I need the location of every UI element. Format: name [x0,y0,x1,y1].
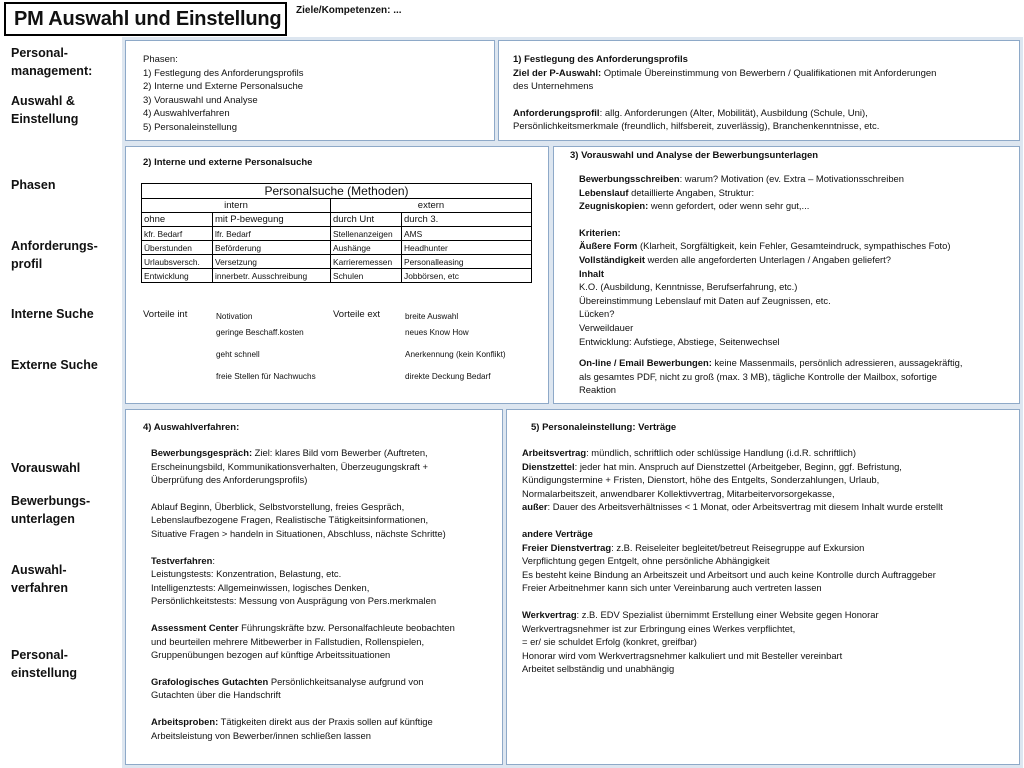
text-line: Reaktion [579,384,617,396]
text-line: Honorar wird vom Werkvertragsnehmer kalkuliert und mit Besteller vereinbart [522,649,843,661]
label-phasen: Phasen [11,178,56,192]
text-line: Ablauf Beginn, Überblick, Selbstvorstellung, freies Gespräch, [151,500,405,512]
vorteil-int: geringe Beschaff.kosten [216,328,304,337]
table-cell: Karrieremessen [331,255,402,269]
text-line: Gruppenübungen bezogen auf künftige Arbeitssituationen [151,649,391,661]
label-auswahlverfahren [11,561,68,597]
bold-label: Grafologisches Gutachten [151,675,269,687]
label-line: Einstellung [11,112,79,126]
vorteile-ext-label: Vorteile ext [333,309,380,320]
text-line: : z.B. Reiseleiter begleitet/betreut Reisegruppe auf Exkursion [611,541,865,553]
text-line: = er/ sie schuldet Erfolg (konkret, greifbar) [522,636,697,648]
text-line: detaillierte Angaben, Struktur: [628,186,755,198]
bold-label: Dienstzettel [522,460,575,472]
label-interne-suche: Interne Suche [11,307,94,321]
text-line: Ziel: klares Bild vom Bewerber (Auftreten, [252,447,428,458]
text-line: Verpflichtung gegen Entgelt, ohne persönliche Abhängigkeit [522,555,770,567]
bold-label: Werkvertrag [522,608,577,620]
table-cell: innerbetr. Ausschreibung [213,269,331,283]
table-cell: lfr. Bedarf [213,227,331,241]
bold-label: Bewerbungsschreiben [579,173,680,184]
bold-label: Inhalt [579,267,604,279]
ziel-text-2: des Unternehmens [513,81,594,93]
vorteil-ext: direkte Deckung Bedarf [405,372,491,381]
vorteil-ext: breite Auswahl [405,312,459,321]
auswahlverfahren-head: 4) Auswahlverfahren: [143,422,240,433]
table-cell: Überstunden [142,241,213,255]
label-line: einstellung [11,666,77,680]
text-line: Werkvertragsnehmer ist zur Erbringung eines Werkes verpflichtet, [522,622,796,634]
text-line: Erscheinungsbild, Kommunikationsverhalten, Überzeugungskraft + [151,460,428,472]
text-line: : jeder hat min. Anspruch auf Dienstzettel (Arbeitgeber, Beginn, ggf. Befristung, [574,460,902,472]
phasen-panel [125,40,495,141]
phasen-item: 2) Interne und Externe Personalsuche [143,81,304,93]
title-box [4,2,287,36]
text-line: Lebenslaufbezogene Fragen, Realistische Tätigkeitsinformationen, [151,514,429,526]
text-line: : mündlich, schriftlich oder schlüssige Handlung (i.d.R. schriftlich) [586,447,856,458]
text-line: Persönlichkeitstests: Messung von Ausprägung von Pers.merkmalen [151,595,437,607]
text-line: Normalarbeitszeit, anwendbarer Kollektivvertrag, Mitarbeitervorsorgekasse, [522,487,835,499]
text-line: Arbeitsleistung von Bewerber/innen schließen lassen [151,729,371,741]
bold-label: Bewerbungsgespräch: [151,447,253,458]
text-line: : [212,554,215,566]
ziel-label: Ziel der P-Auswahl: [513,67,602,79]
label-line: profil [11,257,43,271]
phasen-item: 4) Auswahlverfahren [143,108,230,120]
table-cell: Stellenanzeigen [331,227,402,241]
label-bewerbungsunterlagen [11,492,90,528]
suche-panel [125,146,549,404]
auswahlverfahren-text [151,446,455,742]
vorauswahl-panel [553,146,1020,404]
profil-text-2: Persönlichkeitsmerkmale (freundlich, hilfsbereit, zuverlässig), Branchenkenntnisse, etc. [513,121,880,133]
anforderung-head: 1) Festlegung des Anforderungsprofils [513,54,688,65]
label-line: Bewerbungs- [11,494,91,508]
kriterien-label: Kriterien: [579,226,621,238]
label-vorauswahl: Vorauswahl [11,461,81,475]
bold-label: On-line / Email Bewerbungen: [579,357,712,369]
table-cell: kfr. Bedarf [142,227,213,241]
text-line: Lücken? [579,308,615,320]
text-line: K.O. (Ausbildung, Kenntnisse, Berufserfahrung, etc.) [579,281,798,293]
bold-label: Lebenslauf [579,186,629,198]
text-line: Situative Fragen > handeln in Situationen, Abschluss, nächste Schritte) [151,527,446,539]
text-line: : z.B. EDV Spezialist übernimmt Erstellung einer Website gegen Honorar [576,608,879,620]
anforderung-text [513,53,936,134]
text-line: wenn gefordert, oder wenn sehr gut,... [648,200,810,212]
extern-header: extern [331,199,532,213]
phasen-item: 3) Vorauswahl und Analyse [143,94,258,106]
text-line: Entwicklung: Aufstiege, Abstiege, Seitenwechsel [579,335,780,347]
bold-label: außer [522,501,548,513]
vorauswahl-text [579,172,963,397]
text-line: keine Massenmails, persönlich adressieren, aussagekräftig, [711,357,963,369]
label-personaleinstellung [11,646,77,682]
text-line: und beurteilen mehrere Mitbewerber in Fallstudien, Rollenspielen, [151,635,425,647]
bold-label: Äußere Form [579,240,638,252]
text-line: Kündigungstermine + Fristen, Dienstort, höhe des Entgelts, Sonderzahlungen, Urlaub, [522,474,880,486]
andere-vertraege-label: andere Verträge [522,527,593,539]
ziele-label: Ziele/Kompetenzen: ... [296,5,402,16]
phasen-item: 5) Personaleinstellung [143,121,238,133]
text-line: Es besteht keine Bindung an Arbeitszeit und Arbeitsort und auch keine Kontrolle durch Auftraggeber [522,568,936,580]
label-personal-management [11,44,92,80]
anforderung-panel [498,40,1020,141]
table-cell: Entwicklung [142,269,213,283]
table-cell: Aushänge [331,241,402,255]
table-cell: Beförderung [213,241,331,255]
text-line: Leistungstests: Konzentration, Belastung, etc. [151,568,342,580]
personalsuche-table [141,183,532,283]
text-line: Arbeitet selbständig und unabhängig [522,663,675,675]
profil-text: : allg. Anforderungen (Alter, Mobilität), Ausbildung (Schule, Uni), [599,107,868,119]
bold-label: Arbeitsproben: [151,715,219,727]
intern-header: intern [142,199,331,213]
table-cell: Jobbörsen, etc [402,269,532,283]
table-cell: durch 3. [402,213,532,227]
table-cell: ohne [142,213,213,227]
page-title: PM Auswahl und Einstellung [14,8,282,30]
text-line: Übereinstimmung Lebenslauf mit Daten auf Zeugnissen, etc. [579,294,831,306]
table-cell: Headhunter [402,241,532,255]
vorteil-ext: neues Know How [405,328,469,337]
phasen-item: 1) Festlegung des Anforderungsprofils [143,67,304,79]
label-line: verfahren [11,581,68,595]
bold-label: Vollständigkeit [579,253,645,265]
text-line: werden alle angeforderten Unterlagen / Angaben geliefert? [644,253,891,265]
label-line: Personal- [11,46,68,60]
table-cell: Personalleasing [402,255,532,269]
text-line: als gesamtes PDF, nicht zu groß (max. 3 MB), tägliche Kontrolle der Mailbox, sofortige [579,370,937,382]
table-cell: durch Unt [331,213,402,227]
label-line: Auswahl & [11,94,75,108]
vorteil-int: freie Stellen für Nachwuchs [216,372,316,381]
einstellung-head: 5) Personaleinstellung: Verträge [531,422,677,433]
text-line: : Dauer des Arbeitsverhältnisses < 1 Monat, oder Arbeitsvertrag mit diesem Inhalt wurde erstellt [547,501,943,513]
label-line: unterlagen [11,512,75,526]
phasen-list [143,53,304,135]
vorteile-int-label: Vorteile int [143,309,188,320]
label-auswahl [11,92,78,128]
table-cell: AMS [402,227,532,241]
text-line: Führungskräfte bzw. Personalfachleute beobachten [238,621,455,633]
vorteil-int: geht schnell [216,350,260,359]
suche-head: 2) Interne und externe Personalsuche [143,157,313,168]
bold-label: Arbeitsvertrag [522,447,587,458]
text-line: Gutachten über die Handschrift [151,689,281,701]
text-line: : warum? Motivation (ev. Extra – Motivationsschreiben [679,173,904,184]
bold-label: Assessment Center [151,621,239,633]
bold-label: Testverfahren [151,554,213,566]
text-line: Freier Arbeitnehmer kann sich unter Vereinbarung auch vertreten lassen [522,582,822,594]
table-cell: Urlaubsversch. [142,255,213,269]
table-cell: mit P-bewegung [213,213,331,227]
bold-label: Freier Dienstvertrag [522,541,612,553]
label-anforderungsprofil [11,237,98,273]
phasen-head: Phasen: [143,54,178,65]
bold-label: Zeugniskopien: [579,200,649,212]
text-line: Tätigkeiten direkt aus der Praxis sollen auf künftige [218,715,433,727]
vorauswahl-head: 3) Vorauswahl und Analyse der Bewerbungsunterlagen [570,150,819,161]
einstellung-text [522,446,943,676]
text-line: Verweildauer [579,321,634,333]
ziel-text: Optimale Übereinstimmung von Bewerbern / Qualifikationen mit Anforderungen [601,67,937,79]
vorteil-int: Notivation [216,312,253,321]
label-line: Personal- [11,648,68,662]
text-line: Persönlichkeitsanalyse aufgrund von [268,675,424,687]
vorteil-ext: Anerkennung (kein Konflikt) [405,350,506,359]
label-externe-suche: Externe Suche [11,358,98,372]
einstellung-panel [506,409,1020,765]
table-cell: Schulen [331,269,402,283]
table-title: Personalsuche (Methoden) [142,184,532,199]
label-line: Anforderungs- [11,239,98,253]
text-line: (Klarheit, Sorgfältigkeit, kein Fehler, Gesamteindruck, sympathisches Foto) [637,240,951,252]
table-cell: Versetzung [213,255,331,269]
auswahlverfahren-panel [125,409,503,765]
label-line: Auswahl- [11,563,67,577]
text-line: Intelligenztests: Allgemeinwissen, logisches Denken, [151,581,370,593]
profil-label: Anforderungsprofil [513,107,600,119]
label-line: management: [11,64,93,78]
text-line: Überprüfung des Anforderungsprofils) [151,474,308,486]
